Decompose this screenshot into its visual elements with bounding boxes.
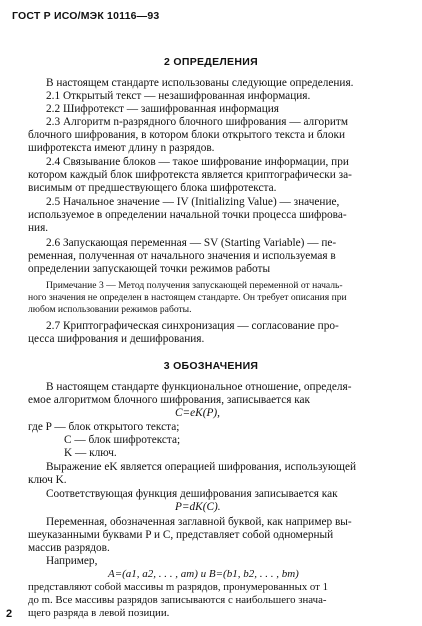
paragraph-line: массив разрядов. — [28, 542, 110, 554]
standard-code-header: ГОСТ Р ИСО/МЭК 10116—93 — [12, 10, 160, 22]
paragraph-line: ключ K. — [28, 474, 67, 486]
definition-2-2: 2.2 Шифротекст — зашифрованная информация — [46, 103, 279, 115]
decryption-formula: P=dK(C). — [175, 501, 221, 513]
paragraph-line: до m. Все массивы разрядов записываются с наибольшего знача- — [28, 594, 327, 606]
definition-2-1: 2.1 Открытый текст — незашифрованная информация. — [46, 90, 311, 102]
paragraph-line: висимым от предшествующего блока шифротекста. — [28, 182, 277, 194]
section-3-title: 3 ОБОЗНАЧЕНИЯ — [163, 360, 259, 372]
paragraph-line: ния. — [28, 222, 49, 234]
note-3: Примечание 3 — Метод получения запускающей переменной от началь- — [46, 280, 343, 291]
note-line: любом использовании режимов работы. — [28, 304, 192, 315]
note-line: ного значения не определен в настоящем стандарте. Он требует описания при — [28, 292, 347, 303]
paragraph-line: Выражение eK является операцией шифрования, использующей — [46, 461, 357, 473]
encryption-formula: C=eK(P), — [175, 407, 220, 419]
paragraph-line: Переменная, обозначенная заглавной буквой, как например вы- — [46, 516, 352, 528]
paragraph-line: ременная, полученная от начального значения и используемая в — [28, 250, 336, 262]
paragraph-line: используемое в определении начальной точки процесса шифрова- — [28, 209, 347, 221]
paragraph-line: Соответствующая функция дешифрования записывается как — [46, 488, 338, 500]
definition-2-6: 2.6 Запускающая переменная — SV (Starting Variable) — пе- — [46, 237, 337, 249]
legend-key: K — ключ. — [64, 447, 117, 459]
page-number: 2 — [6, 608, 13, 620]
paragraph-line: блочного шифрования, в котором блоки открытого текста и блоки — [28, 129, 345, 141]
paragraph-line: В настоящем стандарте функциональное отношение, определя- — [46, 381, 352, 393]
paragraph-line: определении запускающей точки режимов работы — [28, 263, 271, 275]
paragraph-line: шеуказанными буквами P и C, представляет собой одномерный — [28, 529, 334, 541]
definition-2-5: 2.5 Начальное значение — IV (Initializing Value) — значение, — [46, 196, 340, 208]
paragraph-line: котором каждый блок шифротекста является криптографически за- — [28, 169, 352, 181]
paragraph-line: В настоящем стандарте использованы следующие определения. — [46, 77, 354, 89]
paragraph-line: емое алгоритмом блочного шифрования, записывается как — [28, 394, 311, 406]
legend-plaintext: где P — блок открытого текста; — [28, 421, 180, 433]
definition-2-4: 2.4 Связывание блоков — такое шифрование информации, при — [46, 156, 349, 168]
definition-2-7: 2.7 Криптографическая синхронизация — согласование про- — [46, 320, 339, 332]
paragraph-line: щего разряда в левой позиции. — [28, 607, 170, 619]
array-formula: A=(a1, a2, . . . , am) и B=(b1, b2, . . . , bm) — [108, 568, 299, 580]
section-2-title: 2 ОПРЕДЕЛЕНИЯ — [164, 56, 258, 68]
paragraph-line: представляют собой массивы m разрядов, пронумерованных от 1 — [28, 581, 328, 593]
paragraph-line: цесса шифрования и дешифрования. — [28, 333, 205, 345]
definition-2-3: 2.3 Алгоритм n-разрядного блочного шифрования — алгоритм — [46, 116, 348, 128]
paragraph-line: шифротекста имеют длину n разрядов. — [28, 142, 215, 154]
legend-ciphertext: C — блок шифротекста; — [64, 434, 181, 446]
paragraph-line: Например, — [46, 555, 98, 567]
